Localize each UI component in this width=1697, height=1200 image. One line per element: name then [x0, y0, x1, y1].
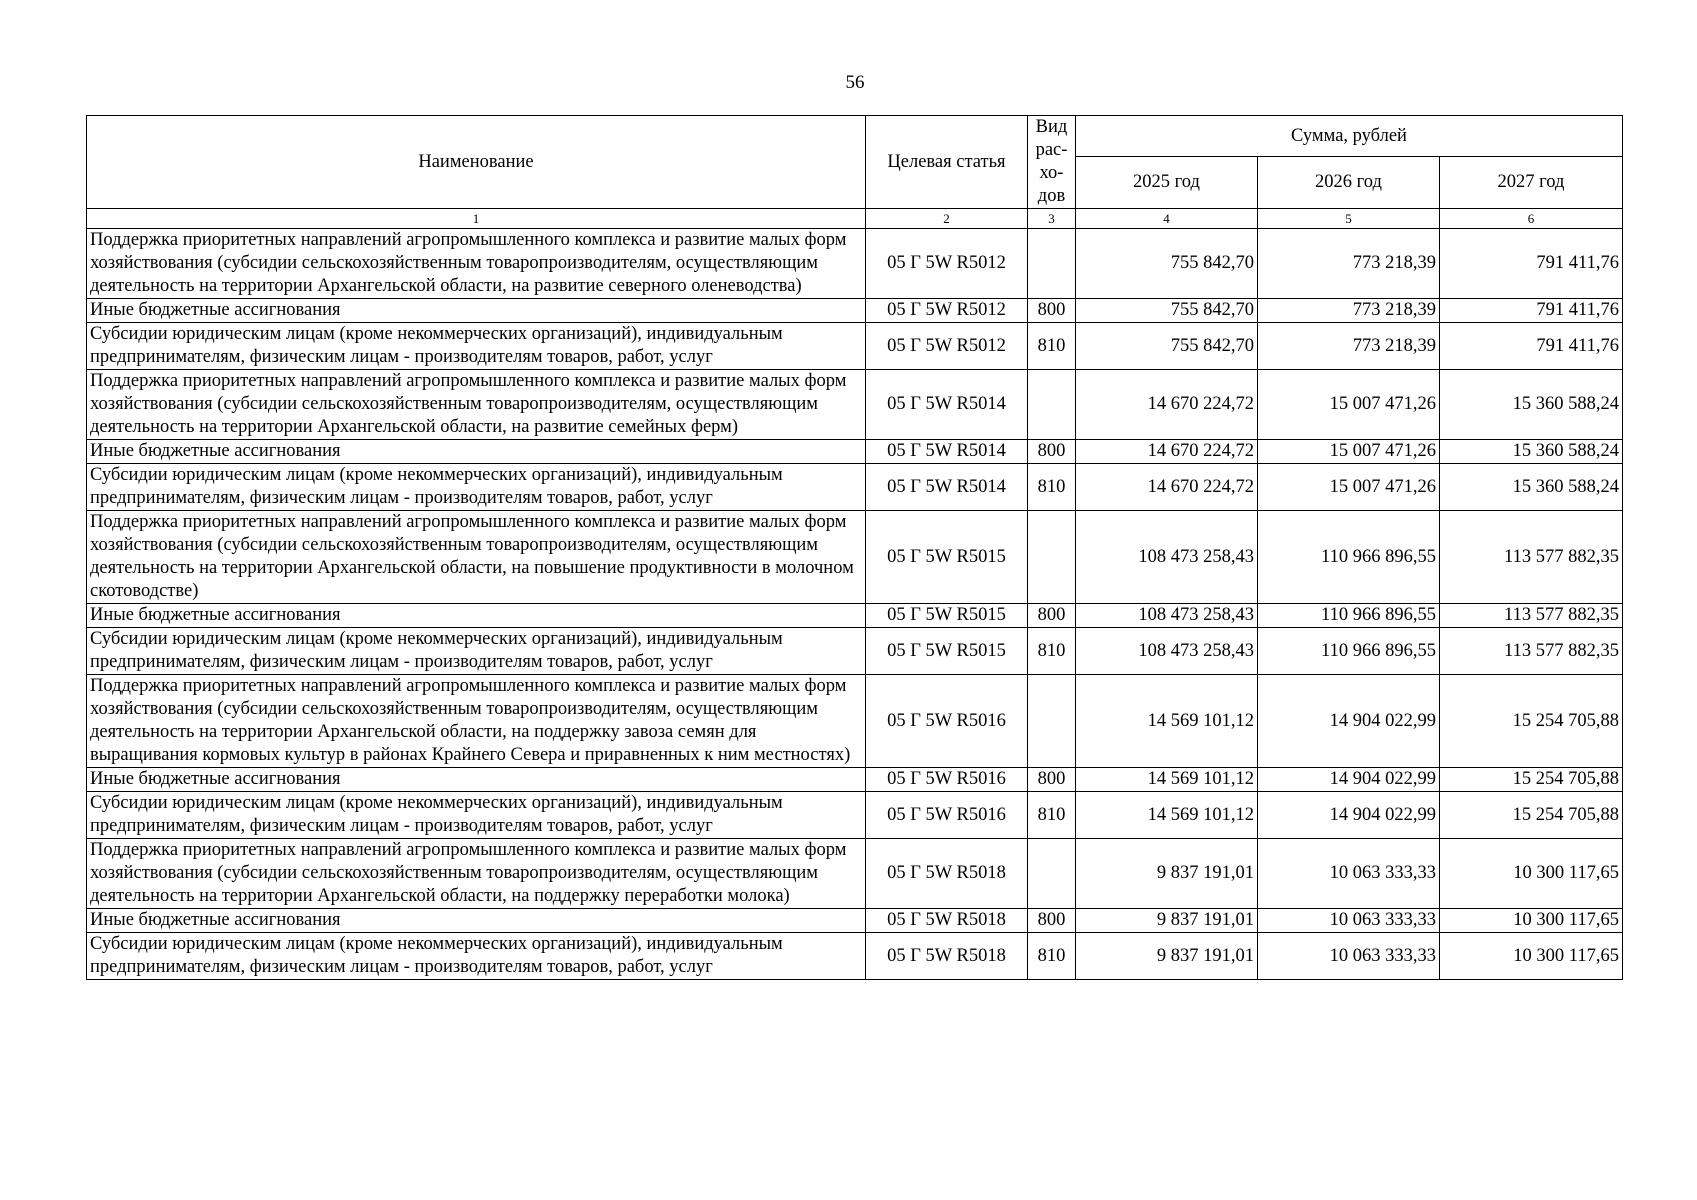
row-name: Поддержка приоритетных направлений агропромышленного комплекса и развитие малых форм хозяйствования (субсидии сельскохозяйственным товаропроизводителям, осуществляющим деятельность на территории Архангельской области, на развитие семейных ферм) — [87, 370, 866, 440]
row-name: Поддержка приоритетных направлений агропромышленного комплекса и развитие малых форм хозяйствования (субсидии сельскохозяйственным товаропроизводителям, осуществляющим деятельность на территории Архангельской области, на поддержку завоза семян для выращивания кормовых культур в районах Крайнего Севера и приравненных к ним местностях) — [87, 675, 866, 768]
column-index: 5 — [1258, 209, 1440, 229]
row-sum-2025: 108 473 258,43 — [1076, 628, 1258, 675]
table-row — [87, 370, 1623, 440]
column-index: 4 — [1076, 209, 1258, 229]
column-index-row — [87, 209, 1623, 229]
row-sum-2027: 15 254 705,88 — [1440, 792, 1623, 839]
row-sum-2026: 14 904 022,99 — [1258, 792, 1440, 839]
table-row — [87, 675, 1623, 768]
row-sum-2025: 9 837 191,01 — [1076, 909, 1258, 933]
row-expense-type: 810 — [1028, 464, 1076, 511]
row-sum-2026: 14 904 022,99 — [1258, 675, 1440, 768]
row-target-article: 05 Г 5W R5014 — [866, 440, 1028, 464]
row-name: Субсидии юридическим лицам (кроме некоммерческих организаций), индивидуальным предпринимателям, физическим лицам - производителям товаров, работ, услуг — [87, 628, 866, 675]
row-sum-2026: 110 966 896,55 — [1258, 604, 1440, 628]
row-target-article: 05 Г 5W R5018 — [866, 909, 1028, 933]
row-sum-2027: 113 577 882,35 — [1440, 511, 1623, 604]
table-row — [87, 792, 1623, 839]
table-row — [87, 604, 1623, 628]
table-row — [87, 933, 1623, 980]
row-target-article: 05 Г 5W R5014 — [866, 370, 1028, 440]
row-target-article: 05 Г 5W R5018 — [866, 933, 1028, 980]
row-expense-type — [1028, 675, 1076, 768]
row-sum-2026: 773 218,39 — [1258, 323, 1440, 370]
column-index: 3 — [1028, 209, 1076, 229]
row-sum-2027: 113 577 882,35 — [1440, 604, 1623, 628]
row-name: Субсидии юридическим лицам (кроме некоммерческих организаций), индивидуальным предпринимателям, физическим лицам - производителям товаров, работ, услуг — [87, 792, 866, 839]
row-sum-2025: 14 670 224,72 — [1076, 370, 1258, 440]
row-name: Субсидии юридическим лицам (кроме некоммерческих организаций), индивидуальным предпринимателям, физическим лицам - производителям товаров, работ, услуг — [87, 464, 866, 511]
row-target-article: 05 Г 5W R5015 — [866, 604, 1028, 628]
header-year-2027: 2027 год — [1440, 157, 1623, 209]
table-body — [87, 229, 1623, 980]
row-sum-2026: 773 218,39 — [1258, 229, 1440, 299]
row-expense-type: 800 — [1028, 768, 1076, 792]
row-expense-type: 800 — [1028, 909, 1076, 933]
row-expense-type: 810 — [1028, 628, 1076, 675]
row-sum-2027: 15 360 588,24 — [1440, 370, 1623, 440]
row-target-article: 05 Г 5W R5016 — [866, 675, 1028, 768]
row-sum-2025: 14 569 101,12 — [1076, 768, 1258, 792]
header-year-2026: 2026 год — [1258, 157, 1440, 209]
row-sum-2027: 113 577 882,35 — [1440, 628, 1623, 675]
row-sum-2025: 14 569 101,12 — [1076, 792, 1258, 839]
row-sum-2027: 10 300 117,65 — [1440, 909, 1623, 933]
row-name: Поддержка приоритетных направлений агропромышленного комплекса и развитие малых форм хозяйствования (субсидии сельскохозяйственным товаропроизводителям, осуществляющим деятельность на территории Архангельской области, на развитие северного оленеводства) — [87, 229, 866, 299]
row-sum-2026: 773 218,39 — [1258, 299, 1440, 323]
row-name: Иные бюджетные ассигнования — [87, 440, 866, 464]
row-name: Иные бюджетные ассигнования — [87, 299, 866, 323]
row-expense-type: 800 — [1028, 604, 1076, 628]
row-sum-2027: 15 360 588,24 — [1440, 440, 1623, 464]
row-name: Субсидии юридическим лицам (кроме некоммерческих организаций), индивидуальным предпринимателям, физическим лицам - производителям товаров, работ, услуг — [87, 323, 866, 370]
table-header — [87, 116, 1623, 229]
row-sum-2025: 14 670 224,72 — [1076, 440, 1258, 464]
row-sum-2026: 15 007 471,26 — [1258, 464, 1440, 511]
row-sum-2025: 108 473 258,43 — [1076, 511, 1258, 604]
row-expense-type: 810 — [1028, 323, 1076, 370]
table-row — [87, 440, 1623, 464]
row-target-article: 05 Г 5W R5015 — [866, 628, 1028, 675]
row-sum-2025: 14 569 101,12 — [1076, 675, 1258, 768]
row-name: Поддержка приоритетных направлений агропромышленного комплекса и развитие малых форм хозяйствования (субсидии сельскохозяйственным товаропроизводителям, осуществляющим деятельность на территории Архангельской области, на повышение продуктивности в молочном скотоводстве) — [87, 511, 866, 604]
row-sum-2027: 15 254 705,88 — [1440, 675, 1623, 768]
row-sum-2026: 10 063 333,33 — [1258, 909, 1440, 933]
row-target-article: 05 Г 5W R5012 — [866, 229, 1028, 299]
column-index: 2 — [866, 209, 1028, 229]
row-name: Субсидии юридическим лицам (кроме некоммерческих организаций), индивидуальным предпринимателям, физическим лицам - производителям товаров, работ, услуг — [87, 933, 866, 980]
row-sum-2026: 110 966 896,55 — [1258, 511, 1440, 604]
table-row — [87, 909, 1623, 933]
row-expense-type: 800 — [1028, 440, 1076, 464]
header-name: Наименование — [87, 116, 866, 209]
row-target-article: 05 Г 5W R5016 — [866, 768, 1028, 792]
row-sum-2026: 14 904 022,99 — [1258, 768, 1440, 792]
column-index: 6 — [1440, 209, 1623, 229]
row-target-article: 05 Г 5W R5015 — [866, 511, 1028, 604]
row-expense-type — [1028, 839, 1076, 909]
table-row — [87, 323, 1623, 370]
row-target-article: 05 Г 5W R5016 — [866, 792, 1028, 839]
header-year-2025: 2025 год — [1076, 157, 1258, 209]
row-sum-2027: 791 411,76 — [1440, 299, 1623, 323]
row-expense-type: 810 — [1028, 792, 1076, 839]
row-expense-type: 810 — [1028, 933, 1076, 980]
row-sum-2027: 15 254 705,88 — [1440, 768, 1623, 792]
table-row — [87, 464, 1623, 511]
row-sum-2025: 9 837 191,01 — [1076, 839, 1258, 909]
row-sum-2025: 755 842,70 — [1076, 323, 1258, 370]
table-row — [87, 511, 1623, 604]
row-name: Иные бюджетные ассигнования — [87, 909, 866, 933]
row-sum-2027: 791 411,76 — [1440, 323, 1623, 370]
budget-table — [86, 115, 1623, 980]
row-sum-2025: 9 837 191,01 — [1076, 933, 1258, 980]
row-sum-2027: 10 300 117,65 — [1440, 839, 1623, 909]
row-sum-2026: 15 007 471,26 — [1258, 370, 1440, 440]
row-target-article: 05 Г 5W R5018 — [866, 839, 1028, 909]
header-target-article: Целевая статья — [866, 116, 1028, 209]
row-expense-type — [1028, 229, 1076, 299]
table-row — [87, 628, 1623, 675]
row-name: Иные бюджетные ассигнования — [87, 604, 866, 628]
row-expense-type: 800 — [1028, 299, 1076, 323]
row-expense-type — [1028, 511, 1076, 604]
row-sum-2025: 14 670 224,72 — [1076, 464, 1258, 511]
header-sum: Сумма, рублей — [1076, 116, 1623, 157]
table-row — [87, 839, 1623, 909]
row-sum-2027: 15 360 588,24 — [1440, 464, 1623, 511]
table-row — [87, 768, 1623, 792]
row-target-article: 05 Г 5W R5012 — [866, 323, 1028, 370]
table-row — [87, 229, 1623, 299]
row-expense-type — [1028, 370, 1076, 440]
row-sum-2026: 15 007 471,26 — [1258, 440, 1440, 464]
row-sum-2025: 755 842,70 — [1076, 229, 1258, 299]
table-row — [87, 299, 1623, 323]
row-sum-2027: 10 300 117,65 — [1440, 933, 1623, 980]
column-index: 1 — [87, 209, 866, 229]
row-name: Поддержка приоритетных направлений агропромышленного комплекса и развитие малых форм хозяйствования (субсидии сельскохозяйственным товаропроизводителям, осуществляющим деятельность на территории Архангельской области, на поддержку переработки молока) — [87, 839, 866, 909]
row-sum-2026: 10 063 333,33 — [1258, 839, 1440, 909]
row-sum-2026: 10 063 333,33 — [1258, 933, 1440, 980]
row-sum-2025: 108 473 258,43 — [1076, 604, 1258, 628]
row-name: Иные бюджетные ассигнования — [87, 768, 866, 792]
row-sum-2027: 791 411,76 — [1440, 229, 1623, 299]
row-target-article: 05 Г 5W R5012 — [866, 299, 1028, 323]
header-expense-type: Вид рас-хо-дов — [1028, 116, 1076, 209]
row-sum-2025: 755 842,70 — [1076, 299, 1258, 323]
page-number: 56 — [845, 72, 865, 93]
row-sum-2026: 110 966 896,55 — [1258, 628, 1440, 675]
row-target-article: 05 Г 5W R5014 — [866, 464, 1028, 511]
